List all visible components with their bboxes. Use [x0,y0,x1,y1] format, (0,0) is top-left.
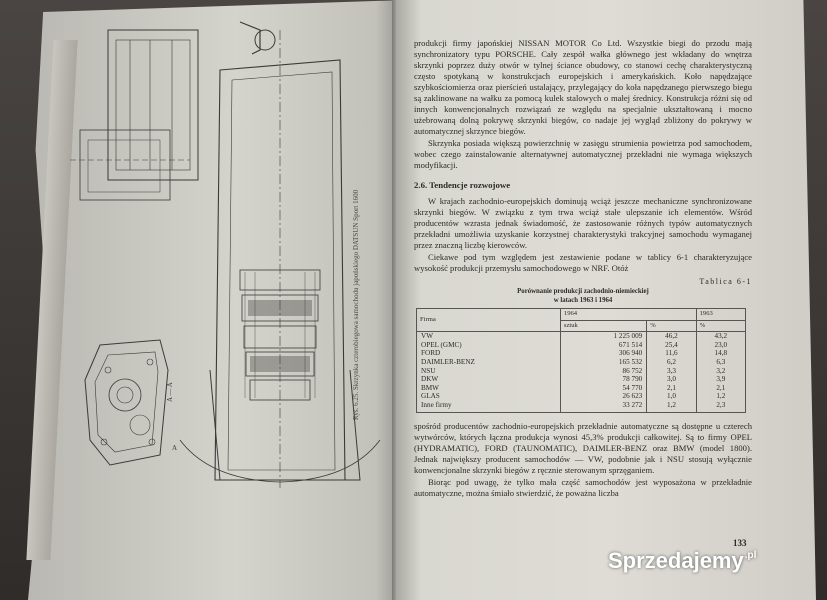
section-marker-a: A [172,444,178,452]
table-title-line1: Porównanie produkcji zachodnio-niemieckiej [517,288,649,295]
watermark-text: Sprzedajemy [608,548,744,573]
table-cell-pct-1964: 2,1 [647,384,696,393]
table-cell-pct-1964: 11,6 [647,349,696,358]
header-sztuk: sztuk [560,320,646,332]
table-cell-firma: DKW [417,375,561,384]
section-marker-a-a: A — A [166,382,174,402]
table-cell-pct-1964: 3,0 [647,375,696,384]
header-firma: Firma [417,309,561,332]
table-cell-sztuk: 1 225 009 [560,332,646,341]
table-row [417,332,746,341]
table-cell-pct-1963: 43,2 [696,332,745,341]
table-cell-pct-1964: 6,2 [647,358,696,367]
table-cell-pct-1964: 3,3 [647,367,696,376]
upper-housing-outline [108,30,198,180]
table-cell-pct-1963: 1,2 [696,392,745,401]
table-row [417,341,746,350]
table-cell-sztuk: 54 770 [560,384,646,393]
table-cell-sztuk: 671 514 [560,341,646,350]
header-pct-1964: % [647,320,696,332]
gear-lever [240,22,260,54]
table-cell-pct-1963: 3,9 [696,375,745,384]
table-cell-firma: NSU [417,367,561,376]
figure-caption: Rys. 6.25. Skrzynka czterobiegowa samochodu japońskiego DATSUN Sport 1600 [352,189,360,420]
table-cell-firma: DAIMLER-BENZ [417,358,561,367]
table-row [417,401,746,412]
table-title [414,287,752,305]
table-cell-sztuk: 86 752 [560,367,646,376]
table-cell-pct-1963: 23,0 [696,341,745,350]
table-cell-sztuk: 78 790 [560,375,646,384]
table-row [417,349,746,358]
table-row [417,367,746,376]
paragraph: Skrzynka posiada większą powierzchnię w zasięgu strumienia powietrza pod samochodem, wobec czego zainstalowanie alternatywnej automatycznej przekładni nie wymaga większych modyfikacji. [414,138,752,170]
table-row [417,392,746,401]
table-row [417,384,746,393]
table-cell-pct-1964: 1,0 [647,392,696,401]
table-cell-sztuk: 306 940 [560,349,646,358]
header-1964: 1964 [560,309,696,321]
table-cell-firma: OPEL (GMC) [417,341,561,350]
production-table [416,308,746,413]
table-label: Tablica 6-1 [699,277,752,286]
table-title-line2: w latach 1963 i 1964 [553,297,613,304]
table-cell-pct-1964: 25,4 [647,341,696,350]
gearbox-technical-drawing [60,10,390,490]
paragraph: produkcji firmy japońskiej NISSAN MOTOR Co Ltd. Wszystkie biegi do przodu mają synchronizatory typu PORSCHE. Cały zespół wałka głównego jest wkładany do wnętrza skrzynki poprzez duży otwór w tylnej ściance obudowy, co stanowi cechę charakterystyczną często spotykaną w konstrukcjach europejskich i amerykańskich. Koło napędzające szybkościomierza oraz pierścień ustalający, przylegający do koła napędzanego pierwszego biegu są zaklinowane na wałku za pomocą kulek stalowych o małej średnicy. Konstrukcja różni się od innych konwencjonalnych rozwiązań ze względu na specjalnie ukształtowaną i mocno użebrowaną dolną pokrywę skrzynki biegów, co nadaje jej wygląd zbliżony do pokrywy w automatycznej skrzynce biegów. [414,38,752,136]
section-heading: 2.6. Tendencje rozwojowe [414,180,511,190]
table-cell-pct-1963: 3,2 [696,367,745,376]
table-row [417,375,746,384]
paragraph: spośród producentów zachodnio-europejskich przekładnie automatyczne są dostępne u czterech wytwórców, których łączna produkcja wynosi 45,3% produkcji całkowitej. Są to firmy OPEL (HYDRAMATIC), FORD (TAUNOMATIC), DAIMLER-BENZ oraz BMW (model 1800). Jednak największy producent samochodów — VW, podobnie jak i NSU stosują wyłącznie konwencjonalne skrzynki biegów z ręcznie sterowanym sprzęganiem. [414,420,752,475]
paragraph: Biorąc pod uwagę, że tylko mała część samochodów jest wyposażona w przekładnie automatyczne, można śmiało stwierdzić, że poważna liczba [414,476,752,498]
header-pct-1963: % [696,320,745,332]
table-cell-pct-1963: 2,3 [696,401,745,412]
watermark-suffix: .pl [744,550,757,561]
table-cell-firma: VW [417,332,561,341]
table-cell-pct-1963: 2,1 [696,384,745,393]
right-page-text [414,38,752,500]
table-cell-pct-1964: 1,2 [647,401,696,412]
header-1963: 1963 [696,309,745,321]
table-cell-sztuk: 33 272 [560,401,646,412]
table-cell-pct-1964: 46,2 [647,332,696,341]
table-cell-firma: BMW [417,384,561,393]
table-cell-sztuk: 26 623 [560,392,646,401]
paragraph: Ciekawe pod tym względem jest zestawienie podane w tablicy 6-1 charakteryzujące wysokość produkcji przemysłu samochodowego w NRF. Otóż [414,252,752,273]
paragraph: W krajach zachodnio-europejskich dominują wciąż jeszcze mechaniczne synchronizowane skrzynki biegów. W związku z tym trwa wciąż stałe ulepszanie ich elementów. Wśród producentów wzrasta jednak świadomość, że zastosowanie różnych typów automatycznych przekładni umożliwia uzyskanie korzystnej charakterystyki trakcyjnej samochodu wymaganej przez znaczną liczbę kierowców. [414,196,752,250]
table-cell-pct-1963: 6,3 [696,358,745,367]
table-row [417,358,746,367]
table-cell-pct-1963: 14,8 [696,349,745,358]
table-cell-firma: Inne firmy [417,401,561,412]
table-cell-sztuk: 165 532 [560,358,646,367]
table-cell-firma: GLAS [417,392,561,401]
watermark-logo [608,548,808,586]
page-number: 133 [733,538,747,548]
table-cell-firma: FORD [417,349,561,358]
